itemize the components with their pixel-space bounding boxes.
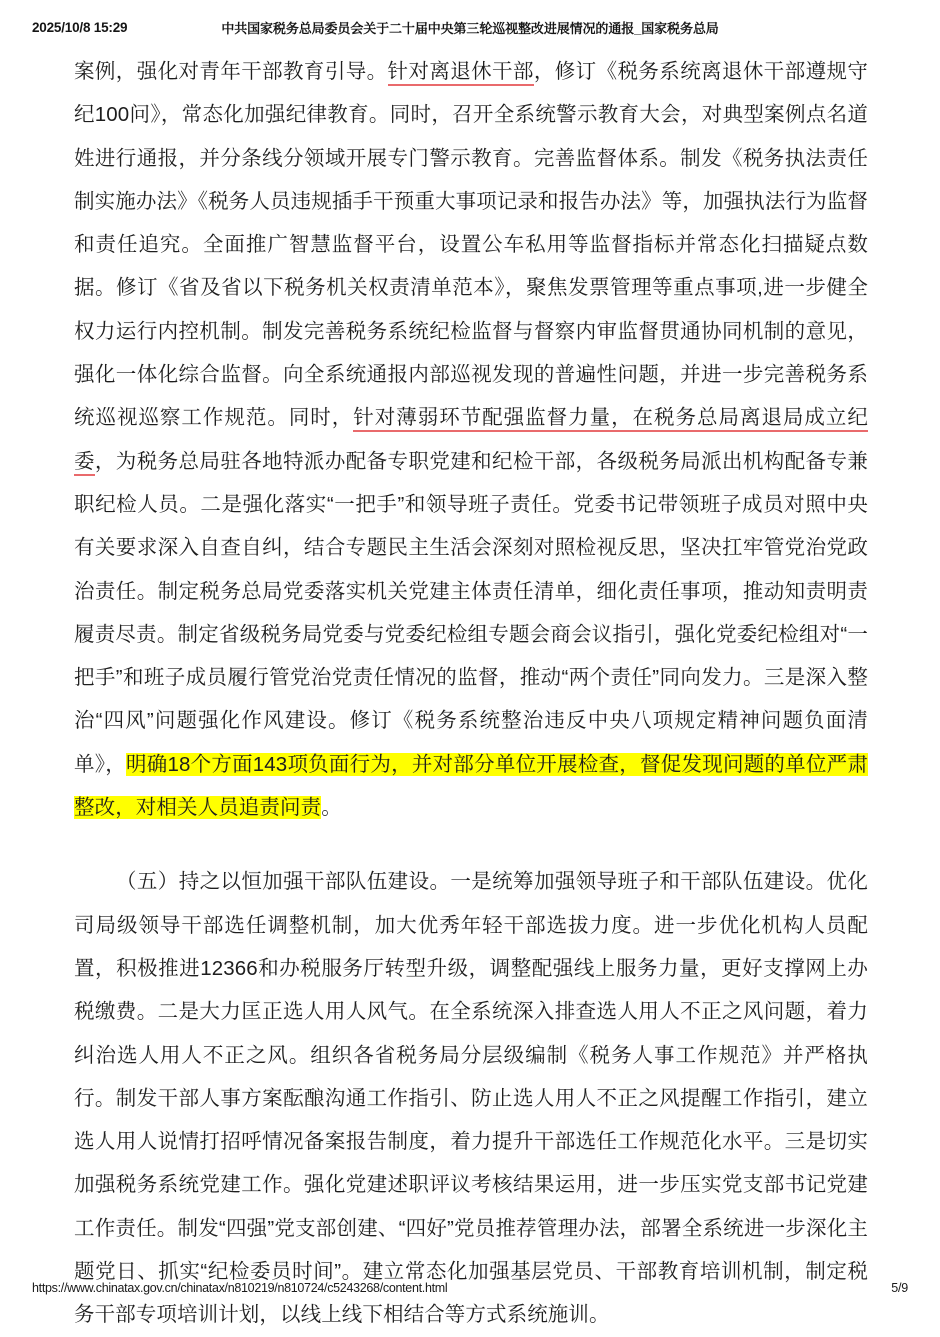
text-run: 。 <box>321 796 342 820</box>
page-number-indicator: 5/9 <box>891 1281 908 1295</box>
print-timestamp: 2025/10/8 15:29 <box>32 19 128 35</box>
text-run: ，为税务总局驻各地特派办配备专职党建和纪检干部，各级税务局派出机构配备专兼职纪检人员。二是强化落实“一把手”和领导班子责任。党委书记带领班子成员对照中央有关要求深入自查自纠，结合专题民主生活会深刻对照检视反思，坚决扛牢管党治党政治责任。制定税务总局党委落实机关党建主体责任清单，细化责任事项，推动知责明责履责尽责。制定省级税务局党委与党委纪检组专题会商会议指引，强化党委纪检组对“一把手”和班子成员履行管党治党责任情况的监督，推动“两个责任”同向发力。三是深入整治“四风”问题强化作风建设。修订《税务系统整治违反中央八项规定精神问题负面清单》， <box>74 449 868 776</box>
text-run: ，修订《税务系统离退休干部遵规守纪100问》，常态化加强纪律教育。同时，召开全系统警示教育大会，对典型案例点名道姓进行通报，并分条线分领域开展专门警示教育。完善监督体系。制发《税务执法责任制实施办法》《税务人员违规插手干预重大事项记录和报告办法》等，加强执法行为监督和责任追究。全面推广智慧监督平台，设置公车私用等监督指标并常态化扫描疑点数据。修订《省及省以下税务机关权责清单范本》，聚焦发票管理等重点事项,进一步健全权力运行内控机制。制发完善税务系统纪检监督与督察内审监督贯通协同机制的意见，强化一体化综合监督。向全系统通报内部巡视发现的普遍性问题，并进一步完善税务系统巡视巡察工作规范。同时， <box>74 60 869 430</box>
text-run: （五）持之以恒加强干部队伍建设。一是统筹加强领导班子和干部队伍建设。优化司局级领导干部选任调整机制，加大优秀年轻干部选拔力度。进一步优化机构人员配置，积极推进12366和办税服务厅转型升级，调整配强线上服务力量，更好支撑网上办税缴费。二是大力匡正选人用人风气。在全系统深入排查选人用人不正之风问题，着力纠治选人用人不正之风。组织各省税务局分层级编制《税务人事工作规范》并严格执行。制发干部人事方案酝酿沟通工作指引、防止选人用人不正之风提醒工作指引，建立选人用人说情打招呼情况备案报告制度，着力提升干部选任工作规范化水平。三是切实加强税务系统党建工作。强化党建述职评议考核结果运用，进一步压实党支部书记党建工作责任。制发“四强”党支部创建、“四好”党员推荐管理办法，部署全系统进一步深化主题党日、抓实“纪检委员时间”。建立常态化加强基层党员、干部教育培训机制，制定税务干部专项培训计划，以线上线下相结合等方式系统施训。 <box>74 870 868 1327</box>
text-run: 案例，强化对青年干部教育引导。 <box>74 60 388 83</box>
document-header-title: 中共国家税务总局委员会关于二十届中央第三轮巡视整改进展情况的通报_国家税务总局 <box>221 20 719 36</box>
red-underlined-text-run: 针对离退休干部 <box>388 60 534 86</box>
yellow-highlighted-text-run: 明确18个方面143项负面行为，并对部分单位开展检查，督促发现问题的单位严肃整改，对相关人员追责问责 <box>74 752 868 820</box>
paragraph-continuation <box>74 50 868 829</box>
source-url-link[interactable]: https://www.chinatax.gov.cn/chinatax/n810219/n810724/c5243268/content.html <box>32 1281 448 1295</box>
red-underlined-text-run: 针对薄弱环节配强监督力量，在税务总局离退局成立纪委 <box>74 406 868 475</box>
document-body <box>74 50 868 1337</box>
page-footer <box>0 1281 940 1299</box>
paragraph-section-five <box>74 860 868 1336</box>
page-header <box>0 16 940 38</box>
